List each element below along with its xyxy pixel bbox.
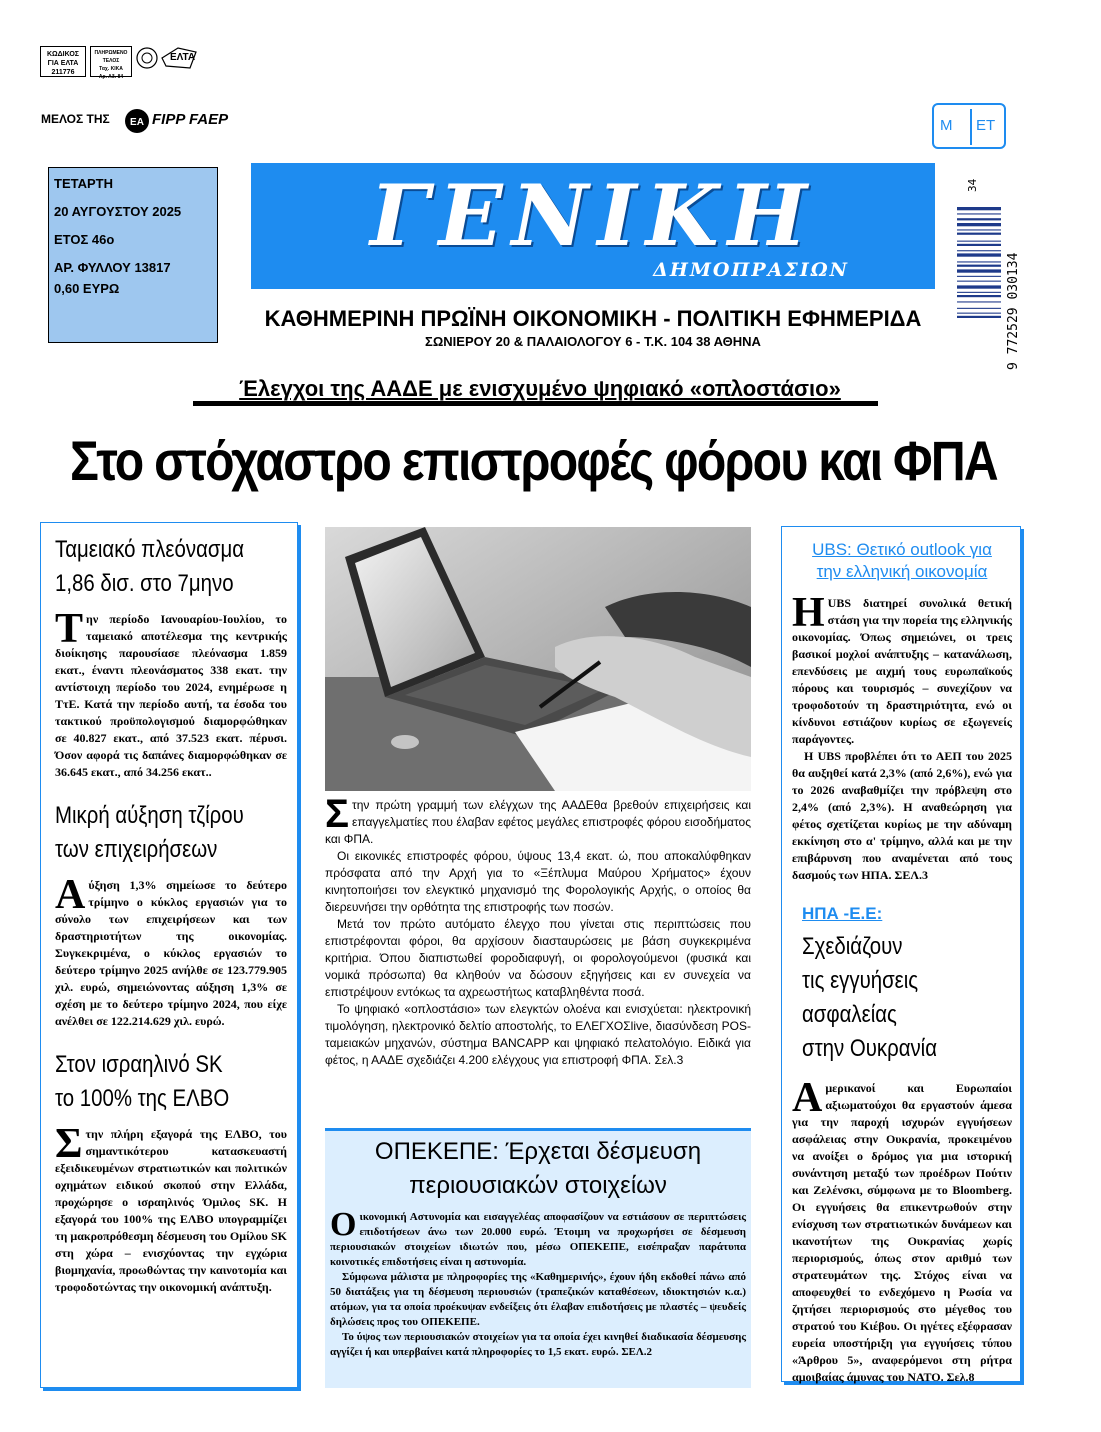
ukraine-text: μερικανοί και Ευρωπαίοι αξιωματούχοι θα εργαστούν άμεσα για την παροχή ισχυρών εγγυήσεων ασφάλειας στην Ουκρανία, προκειμένου να ανοίξει ο δρόμος για μια ιστορική συνάντηση μεταξύ των προέδρων Πούτιν και Ζελένσκι, σύμφωνα με το Bloomberg. Οι εγγυήσεις θα επικεντρωθούν στην ενίσχυση των στρατιωτικών δυνάμεων και ικανοτήτων της Ουκρανίας χωρίς περιορισμούς, όπως στον αριθμό των στρατευμάτων της. Στόχος είναι να αποφευχθεί το ενδεχόμενο η Ρωσία να ζητήσει περιορισμούς στο μέγεθος του στρατού του Κιέβου. Οι ηγέτες εξέφρασαν ευρεία υποστήριξη για εγγυήσεις τύπου «Άρθρου 5», αναφερόμενοι στη ρήτρα αμοιβαίας άμυνας του ΝΑΤΟ. Σελ.8 <box>792 1081 1012 1384</box>
lead-article-paragraph <box>325 792 751 848</box>
ukraine-dropcap: Α <box>792 1075 823 1121</box>
elta-logo-text: ΕΛΤΑ <box>170 52 196 63</box>
barcode-bar <box>957 261 1001 262</box>
story-surplus-dropcap: Τ <box>55 606 84 652</box>
ubs-paragraph <box>792 590 1012 748</box>
barcode-bar <box>957 285 1001 288</box>
barcode-bar <box>957 229 1001 230</box>
story-turnover-title-line2: των επιχειρήσεων <box>55 836 218 863</box>
fipp-logo-icon <box>123 107 151 135</box>
ubs-link-line1[interactable]: UBS: Θετικό outlook για <box>812 540 992 559</box>
story-surplus-title-line2: 1,86 δισ. στο 7μηνο <box>55 570 234 597</box>
postal-seal-icon <box>136 46 158 70</box>
left-column <box>40 522 298 1388</box>
ubs-dropcap: Η <box>792 590 825 636</box>
masthead-tagline: ΚΑΘΗΜΕΡΙΝΗ ΠΡΩΪΝΗ ΟΙΚΟΝΟΜΙΚΗ - ΠΟΛΙΤΙΚΗ ΕΦΗΜΕΡΙΔΑ <box>264 306 922 331</box>
story-surplus-title-line1: Ταμειακό πλεόνασμα <box>55 536 245 563</box>
barcode-bar <box>957 250 1001 251</box>
story-turnover-dropcap: Α <box>55 872 86 918</box>
ukraine-body <box>792 1075 1012 1386</box>
barcode-bar <box>957 233 1001 235</box>
met-badge <box>932 103 1006 149</box>
date-box <box>48 167 218 343</box>
lead-article-paragraph: Οι εικονικές επιστροφές φόρου, ύψους 13,4 εκατ. ώ, που αποκαλύφθηκαν πρόσφατα από την Αρχή για το «Ξέπλυμα Μαύρου Χρήματος» έχουν κινητοποιήσει τον ελεγκτικό μηχανισμό της Φορολογικής Αρχής, ο οποίος θα διερευνήσει την ορθότητα της επιστροφής των ποσών. <box>325 849 751 914</box>
ukraine-title-line: Σχεδιάζουν <box>802 933 903 960</box>
member-label: ΜΕΛΟΣ ΤΗΣ <box>41 112 110 126</box>
opekepe-paragraph: Το ύψος των περιουσιακών στοιχείων για τα οποία έχει κινηθεί διαδικασία δέσμευσης αγγίζει ή και υπερβαίνει κατά πληροφορίες το 1,5 εκατ. ευρώ. ΣΕΛ.2 <box>330 1331 746 1358</box>
date-full: 20 ΑΥΓΟΥΣΤΟΥ 2025 <box>54 204 182 219</box>
barcode-bar <box>957 292 1001 293</box>
paid-fee-stamp <box>90 46 132 80</box>
member-orgs: FIPP FAEP <box>152 111 229 128</box>
svg-text:EA: EA <box>130 117 144 128</box>
barcode-bar <box>957 253 1001 256</box>
opekepe-p1: ικονομική Αστυνομία και εισαγγελέας αποφασίζουν να εστιάσουν σε περιπτώσεις επιδοτήσεων άνω των 20.000 ευρώ. Έτοιμη να προχωρήσει σε δέσμευση περιουσιακών στοιχείων ιδιωτών που, μέσω ΟΠΕΚΕΠΕ, εισέπραξαν παράτυπα κοινοτικές επιδοτήσεις είναι η αστυνομία. <box>330 1211 746 1268</box>
paid-fee-number: Αρ. Αδ. 84 <box>98 74 124 80</box>
story-elvo-body <box>55 1121 287 1296</box>
story-elvo-title-line2: το 100% της ΕΛΒΟ <box>55 1085 230 1112</box>
elta-code-value: 211776 <box>51 69 75 76</box>
story-surplus-body <box>55 606 287 781</box>
masthead <box>251 163 935 289</box>
kicker-underline-bar <box>193 401 878 406</box>
lead-headline: Στο στόχαστρο επιστροφές φόρου και ΦΠΑ <box>70 429 997 492</box>
ubs-paragraph: Η UBS προβλέπει ότι το ΑΕΠ του 2025 θα αυξηθεί κατά 2,3% (από 2,6%), ενώ για το 2026 αναβαθμίζει την πρόβλεψη στο 2,4% (από 2,3%). Η αναθεώρηση για φέτος σχετίζεται κυρίως με την αδύναμη εκκίνηση στο α' τρίμηνο, αλλά και με την επιβάρυνση που αναμένεται από τους δασμούς των ΗΠΑ. ΣΕΛ.3 <box>792 749 1012 882</box>
barcode-issue-code: 34 <box>966 178 979 192</box>
lead-kicker <box>195 376 885 402</box>
barcode-bar <box>957 244 1001 246</box>
opekepe-paragraph: Σύμφωνα μάλιστα με πληροφορίες της «Καθημερινής», έχουν ήδη εκδοθεί πάνω από 50 διατάξεις για τη δέσμευση περιουσιών (τραπεζικών καταθέσεων, ιδιοκτησιών κ.α.) ατόμων, για τα οποία προέκυψαν ενδείξεις ότι έλαβαν επιδοτήσεις με πλαστές – ψευδείς δηλώσεις προς του ΟΠΕΚΕΠΕ. <box>330 1271 746 1328</box>
barcode-bar <box>957 223 1001 226</box>
date-price: 0,60 ΕΥΡΩ <box>54 281 120 296</box>
barcode-number: 9 772529 030134 <box>1006 252 1021 370</box>
lead-photo <box>325 527 751 791</box>
barcode-bar <box>957 207 1001 210</box>
barcode-bar <box>957 308 1001 309</box>
story-turnover-body <box>55 872 287 1030</box>
ubs-p1: UBS διατηρεί συνολικά θετική στάση για την πορεία της ελληνικής οικονομίας. Όπως σημειώνει, οι τρεις βασικοί μοχλοί ανάπτυξης – κατανάλωση, επενδύσεις με αιχμή τους ευρωπαϊκούς πόρους και τουρισμός – συνεχίζουν να τροφοδοτούν τη δραστηριότητα, ενώ οι κίνδυνοι εστιάζουν κυρίως σε εξωγενείς παράγοντες. <box>792 596 1012 746</box>
barcode-bar <box>957 213 1001 214</box>
barcode-bar <box>957 316 1001 318</box>
opekepe-title-line2: περιουσιακών στοιχείων <box>409 1172 667 1199</box>
lead-article-paragraph: Μετά τον πρώτο αυτόματο έλεγχο που γίνεται στις περιπτώσεις που επιστρέφονται φόροι, θα αρχίσουν διασταυρώσεις με βάση συγκεκριμένα κριτήρια. Όπου διαπιστωθεί φοροδιαφυγή, οι φορολογούμενοι (φυσικά και νομικά πρόσωπα) θα κληθούν να δώσουν εξηγήσεις και εν συνεχεία να επιστρέψουν εντόκως τα αχρεωστήτως καταβληθέντα ποσά. <box>325 917 751 999</box>
lead-article-dropcap: Σ <box>325 792 350 836</box>
opekepe-dropcap: Ο <box>330 1206 357 1243</box>
barcode-bar <box>957 276 1001 277</box>
met-badge-left: Μ <box>940 117 953 134</box>
date-issue: ΑΡ. ΦΥΛΛΟΥ 13817 <box>54 260 171 275</box>
lead-article-p1: την πρώτη γραμμή των ελέγχων της ΑΑΔΕθα βρεθούν επιχειρήσεις και επαγγελματίες που έλαβαν εφέτος μεγάλες επιστροφές φόρου εισοδήματος και ΦΠΑ. <box>325 798 751 846</box>
paid-fee-office: Ταχ. ΚΙΚΑ <box>99 66 123 72</box>
story-turnover-text: ύξηση 1,3% σημείωσε το δεύτερο τρίμηνο ο κύκλος εργασιών για το σύνολο των επιχειρήσεων και των δραστηριοτήτων της οικονομίας. Συγκεκριμένα, ο κύκλος εργασιών το δεύτερο τρίμηνο 2025 ανήλθε σε 123.779.905 χιλ. ευρώ, σημειώνοντας αύξηση 1,3% σε σχέση με το δεύτερο τρίμηνο 2024, που είχε ανέλθει σε 122.214.629 χιλ. ευρώ. <box>55 878 287 1028</box>
story-elvo <box>55 1048 287 1296</box>
lead-kicker-text: Έλεγχοι της ΑΑΔΕ με ενισχυμένο ψηφιακό «οπλοστάσιο» <box>239 376 841 404</box>
story-elvo-dropcap: Σ <box>55 1121 83 1167</box>
barcode-bar <box>957 313 1001 314</box>
barcode-bar <box>957 295 1001 297</box>
ukraine-title <box>792 930 1012 1066</box>
opekepe-body <box>330 1206 746 1360</box>
lead-article-paragraph: Το ψηφιακό «οπλοστάσιο» των ελεγκτών ολοένα και ενισχύεται: ηλεκτρονική τιμολόγηση, ηλεκτρονικό δελτίο αποστολής, το ΕΛΕΓΧΟΣlive, διασύνδεση POS-ταμειακών μηχανών, σύστημα BANCAPP και ψηφιακό πελατολόγιο. Ειδικά για φέτος, η ΑΑΔΕ σχεδιάζει 4.200 ελέγχους για επιστροφή ΦΠΑ. Σελ.3 <box>325 1002 751 1067</box>
story-turnover <box>55 799 287 1030</box>
masthead-title: ΓΕΝΙΚΗ <box>369 166 817 265</box>
met-badge-right: ΕΤ <box>976 117 996 134</box>
ukraine-kicker[interactable]: ΗΠΑ -Ε.Ε: <box>802 904 883 923</box>
date-year: ΕΤΟΣ 46ο <box>54 232 115 247</box>
barcode-bar <box>957 241 1001 242</box>
opekepe-paragraph <box>330 1206 746 1270</box>
barcode-bar <box>957 265 1001 267</box>
right-column <box>781 526 1021 1382</box>
ukraine-title-line: ασφαλείας <box>802 1001 897 1028</box>
ukraine-title-line: τις εγγυήσεις <box>802 967 919 994</box>
elta-code-label: ΚΩΔΙΚΟΣ ΓΙΑ ΕΛΤΑ <box>46 51 80 67</box>
barcode-bar <box>957 269 1001 272</box>
ubs-link-line2[interactable]: την ελληνική οικονομία <box>816 562 988 581</box>
story-elvo-text: την πλήρη εξαγορά της ΕΛΒΟ, του σημαντικότερου κατασκευαστή εξειδικευμένων στρατιωτικών και πολιτικών οχημάτων ειδικού σκοπού στην Ελλάδα, προχώρησε ο ισραηλινός Όμιλος SK. Η εξαγορά του 100% της ΕΛΒΟ υπογραμμίζει τη μακροπρόθεσμη δέσμευση του Ομίλου SK στη χώρα – ενισχύοντας την εγχώρια βιομηχανία, προωθώντας την καινοτομία και τροφοδοτώντας την οικονομική ανάπτυξη. <box>55 1127 287 1294</box>
paid-fee-label: ΠΛΗΡΩΜΕΝΟ ΤΕΛΟΣ <box>94 50 128 64</box>
barcode-bar <box>957 281 1001 282</box>
elta-code-stamp <box>40 46 86 77</box>
lead-article-body <box>325 792 751 1069</box>
masthead-subtitle: ΔΗΜΟΠΡΑΣΙΩΝ <box>653 259 849 281</box>
ukraine-title-line: στην Ουκρανία <box>802 1035 938 1062</box>
story-elvo-title-line1: Στον ισραηλινό SK <box>55 1051 223 1078</box>
opekepe-title-line1: ΟΠΕΚΕΠΕ: Έρχεται δέσμευση <box>374 1138 702 1165</box>
date-day: ΤΕΤΑΡΤΗ <box>54 176 113 191</box>
barcode-bar <box>957 218 1001 220</box>
story-surplus <box>55 533 287 781</box>
barcode-bar <box>957 301 1001 302</box>
masthead-address: ΣΩΝΙΕΡΟΥ 20 & ΠΑΛΑΙΟΛΟΓΟΥ 6 - Τ.Κ. 104 38 ΑΘΗΝΑ <box>425 334 761 349</box>
ubs-body <box>792 590 1012 884</box>
story-surplus-text: ην περίοδο Ιανουαρίου-Ιουλίου, το ταμειακό αποτέλεσμα της κεντρικής διοίκησης παρουσίασε πλεόνασμα 1.859 εκατ., έναντι πλεονάσματος 338 εκατ. την αντίστοιχη περίοδο του 2024, ενημέρωσε η ΤτΕ. Κατά την περίοδο αυτή, τα έσοδα του τακτικού προϋπολογισμού διαμορφώθηκαν σε 40.827 εκατ., από 37.523 εκατ. πέρυσι. Όσον αφορά τις δαπάνες διαμορφώθηκαν σε 36.645 εκατ., από 34.256 εκατ.. <box>55 612 287 779</box>
story-turnover-title-line1: Μικρή αύξηση τζίρου <box>55 802 244 829</box>
